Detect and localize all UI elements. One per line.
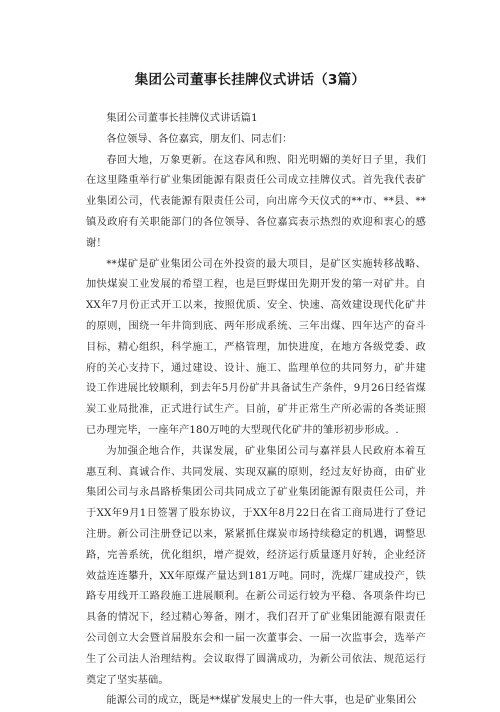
paragraph: **煤矿是矿业集团公司在外投资的最大项目，是矿区实施转移战略、加快煤炭工业发展的希望工程，也是巨野煤田先期开发的第一对矿井。自XX年7月份正式开工以来，按照优质、安全、快速、高效建设现代化矿井的原则，围绕一年井筒到底、两年形成系统、三年出煤、四年达产的奋斗目标，精心组织，科学施工，严格管理，加快进度，在地方各级党委、政府的关心支持下，通过建设、设计、施工、监理单位的共同努力，矿井建设工作进展比较顺利，到去年5月份矿井具备试生产条件，9月26日经省煤炭工业局批准，正式进行试生产。目前，矿井正常生产所必需的各类证照已办理完毕，一座年产180万吨的大型现代化矿井的雏形初步形成。. [86,258,426,436]
paragraph: 为加强企地合作，共谋发展，矿业集团公司与嘉祥县人民政府本着互惠互利、真诚合作、共同发展、实现双赢的原则，经过友好协商，由矿业集团公司与永昌路桥集团公司共同成立了矿业集团能源有限责任公司，并于XX年9月1日签署了股东协议，于XX年8月22日在省工商局进行了登记注册。新公司注册登记以来，紧紧抓住煤炭市场持续稳定的机遇，调整思路，完善系统，优化组织，增产提效，经济运行质量逐月好转，企业经济效益连连攀升，XX年原煤产量达到181万吨。同时，洗煤厂建成投产，铁路专用线开工路段施工进展顺利。在新公司运行较为平稳、各项条件均已具备的情况下，经过精心筹备，刚才，我们召开了矿业集团能源有限责任公司创立大会暨首届股东会和一届一次董事会、一届一次监事会，选举产生了公司法人治理结构。会议取得了圆满成功，为新公司依法、规范运行奠定了坚实基础。 [86,445,426,686]
document-body [86,109,426,712]
paragraph: 春回大地，万象更新。在这春风和煦、阳光明媚的美好日子里，我们在这里隆重举行矿业集团能源有限责任公司成立挂牌仪式。首先我代表矿业集团公司，代表能源有限责任公司，向出席今天仪式的**市、**县、**镇及政府有关职能部门的各位领导、各位嘉宾表示热烈的欢迎和衷心的感谢！ [86,154,426,249]
section-heading: 集团公司董事长挂牌仪式讲话篇1 [106,113,258,124]
salutation: 各位领导、各位嘉宾，朋友们、同志们： [106,133,293,145]
paragraph: 能源公司的成立，既是**煤矿发展史上的一件大事，也是矿业集团公 [106,695,417,707]
document-title: 集团公司董事长挂牌仪式讲话（3篇） [134,72,366,88]
